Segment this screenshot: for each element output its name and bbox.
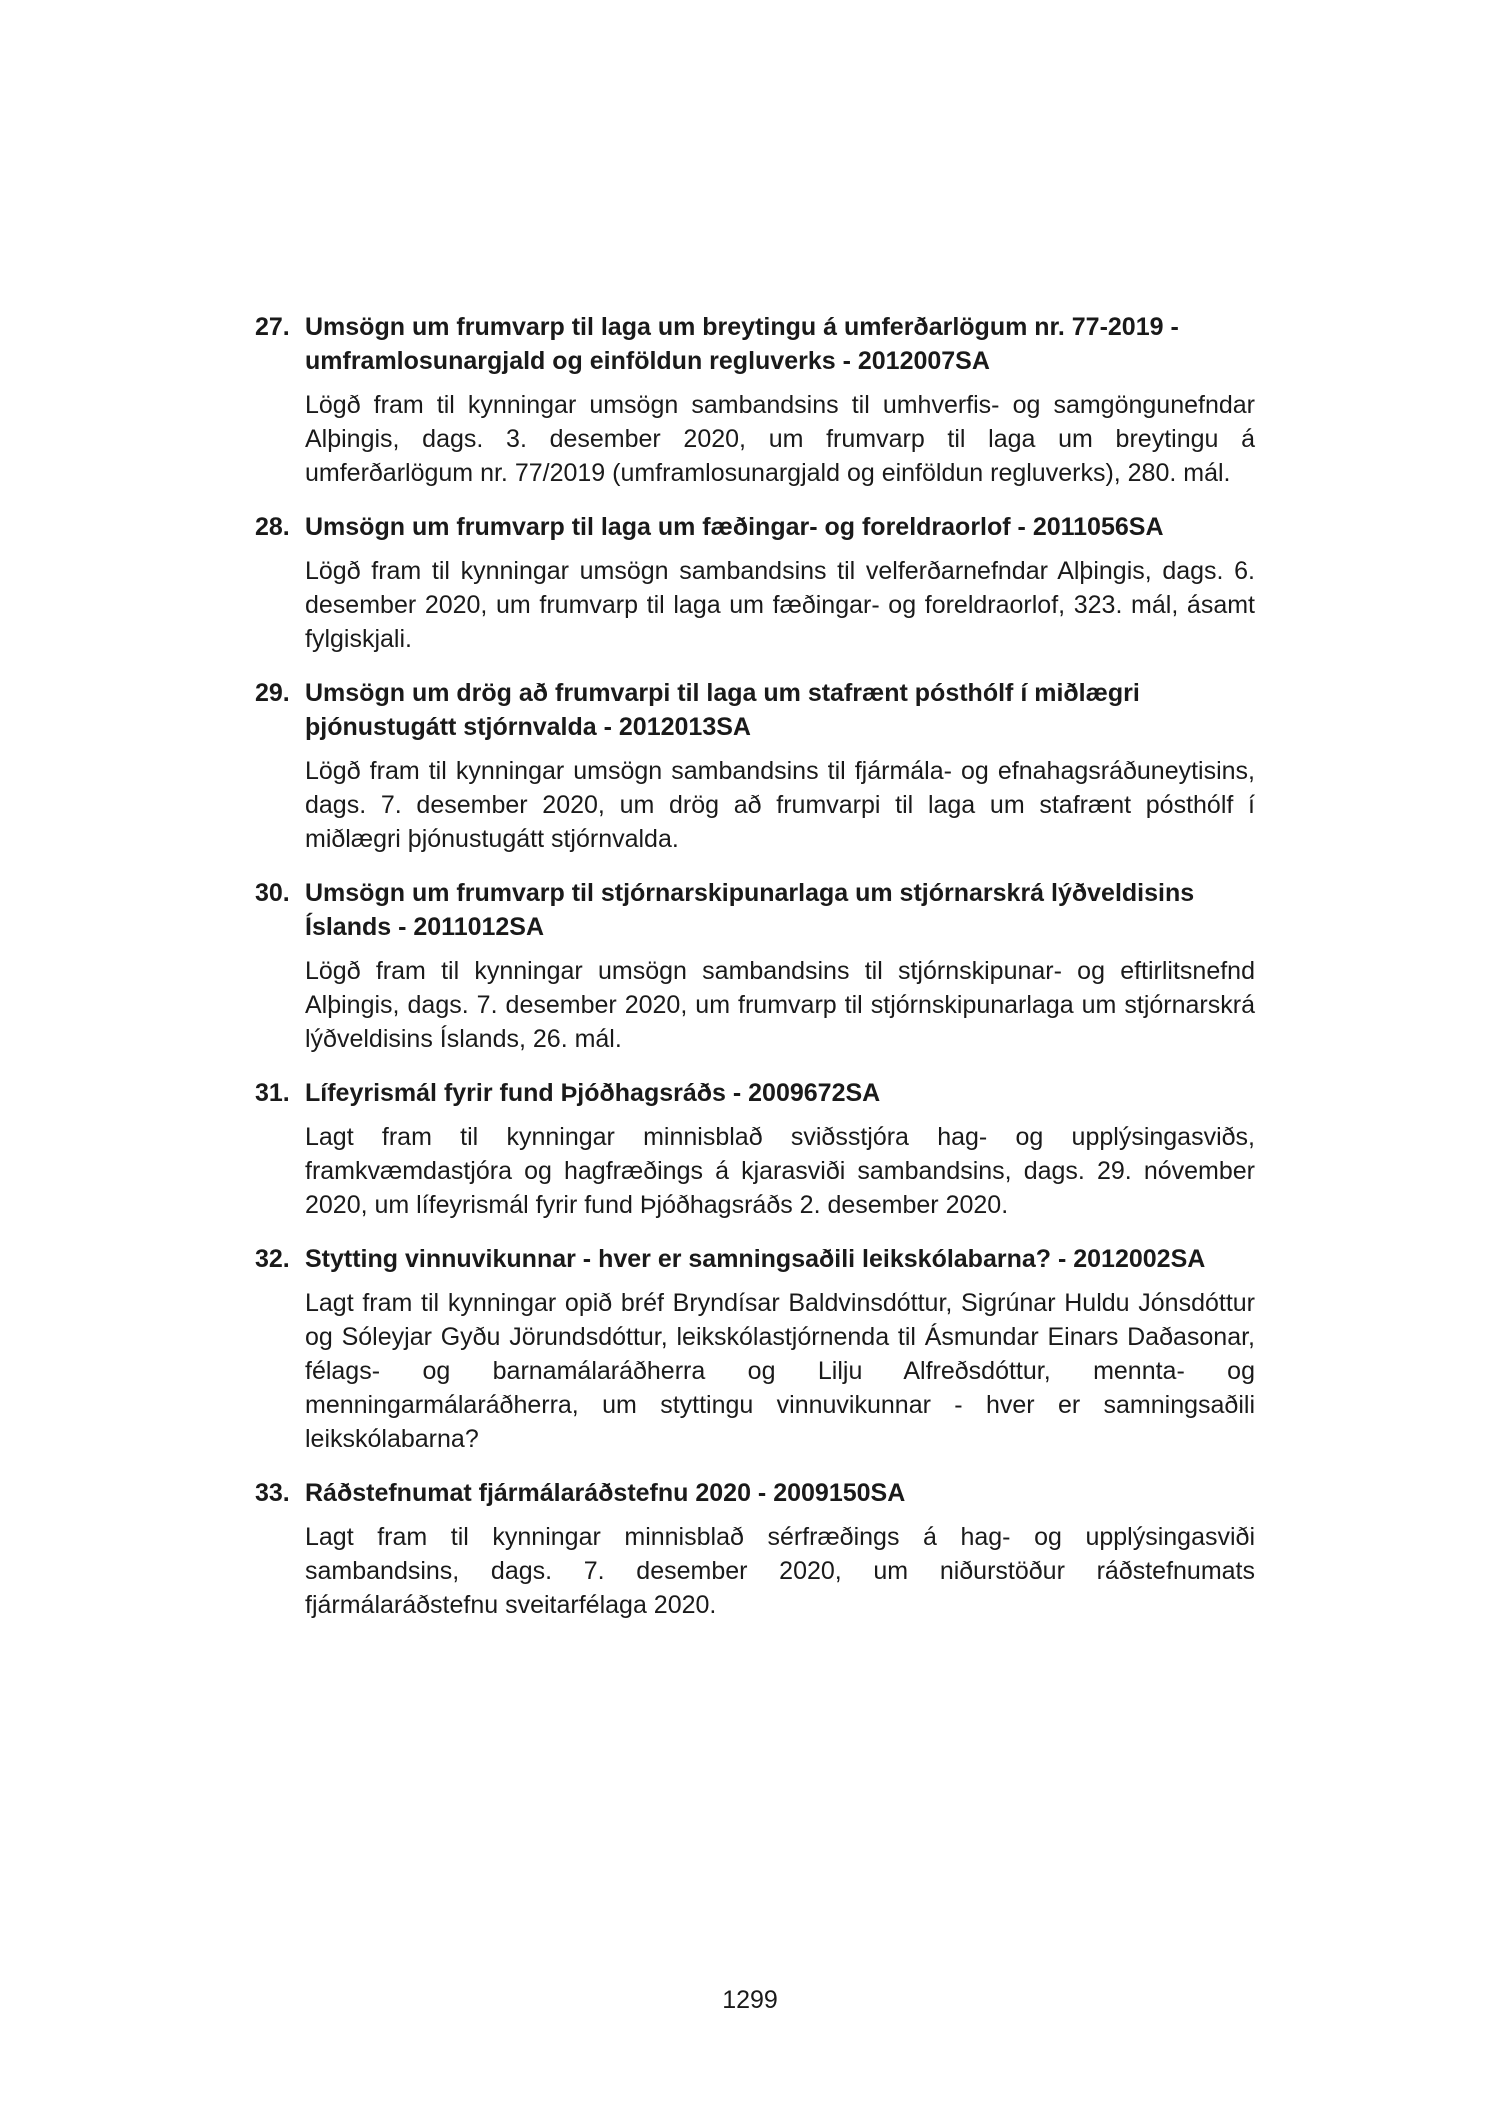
item-number: 32. <box>255 1245 290 1273</box>
agenda-item-28 <box>255 510 1255 656</box>
item-body: Lögð fram til kynningar umsögn sambandsins til umhverfis- og samgöngunefndar Alþingis, dags. 3. desember 2020, um frumvarp til laga um breytingu á umferðarlögum nr. 77/2019 (umframlosunargjald og einföldun regluverks), 280. mál. <box>305 391 1255 487</box>
agenda-item-33 <box>255 1476 1255 1622</box>
item-title: Umsögn um frumvarp til stjórnarskipunarlaga um stjórnarskrá lýðveldisins Íslands - 2011012SA <box>305 879 1195 941</box>
item-body: Lagt fram til kynningar minnisblað sviðsstjóra hag- og upplýsingasviðs, framkvæmdastjóra og hagfræðings á kjarasviði sambandsins, dags. 29. nóvember 2020, um lífeyrismál fyrir fund Þjóðhagsráðs 2. desember 2020. <box>305 1123 1255 1219</box>
item-number: 29. <box>255 679 290 707</box>
agenda-item-29 <box>255 676 1255 856</box>
agenda-item-31 <box>255 1076 1255 1222</box>
agenda-item-32 <box>255 1242 1255 1456</box>
item-body: Lögð fram til kynningar umsögn sambandsins til velferðarnefndar Alþingis, dags. 6. desember 2020, um frumvarp til laga um fæðingar- og foreldraorlof, 323. mál, ásamt fylgiskjali. <box>305 557 1255 653</box>
agenda-items <box>255 310 1255 1642</box>
item-title: Umsögn um frumvarp til laga um fæðingar- og foreldraorlof - 2011056SA <box>305 513 1164 541</box>
item-number: 31. <box>255 1079 290 1107</box>
item-number: 30. <box>255 879 290 907</box>
item-body: Lögð fram til kynningar umsögn sambandsins til stjórnskipunar- og eftirlitsnefnd Alþingis, dags. 7. desember 2020, um frumvarp til stjórnskipunarlaga um stjórnarskrá lýðveldisins Íslands, 26. mál. <box>305 957 1255 1053</box>
item-body: Lögð fram til kynningar umsögn sambandsins til fjármála- og efnahagsráðuneytisins, dags. 7. desember 2020, um drög að frumvarpi til laga um stafrænt pósthólf í miðlægri þjónustugátt stjórnvalda. <box>305 757 1255 853</box>
item-title: Umsögn um frumvarp til laga um breytingu á umferðarlögum nr. 77-2019 - umframlosunargjald og einföldun regluverks - 2012007SA <box>305 313 1179 375</box>
item-number: 33. <box>255 1479 290 1507</box>
agenda-item-30 <box>255 876 1255 1056</box>
page-number: 1299 <box>722 1986 778 2014</box>
item-body: Lagt fram til kynningar minnisblað sérfræðings á hag- og upplýsingasviði sambandsins, dags. 7. desember 2020, um niðurstöður ráðstefnumats fjármálaráðstefnu sveitarfélaga 2020. <box>305 1523 1255 1619</box>
item-number: 27. <box>255 313 290 341</box>
agenda-item-27 <box>255 310 1255 490</box>
item-number: 28. <box>255 513 290 541</box>
item-body: Lagt fram til kynningar opið bréf Bryndísar Baldvinsdóttur, Sigrúnar Huldu Jónsdóttur og Sóleyjar Gyðu Jörundsdóttur, leikskólastjórnenda til Ásmundar Einars Daðasonar, félags- og barnamálaráðherra og Lilju Alfreðsdóttur, mennta- og menningarmálaráðherra, um styttingu vinnuvikunnar - hver er samningsaðili leikskólabarna? <box>305 1289 1255 1453</box>
item-title: Lífeyrismál fyrir fund Þjóðhagsráðs - 2009672SA <box>305 1079 881 1107</box>
item-title: Stytting vinnuvikunnar - hver er samningsaðili leikskólabarna? - 2012002SA <box>305 1245 1206 1273</box>
item-title: Ráðstefnumat fjármálaráðstefnu 2020 - 2009150SA <box>305 1479 906 1507</box>
item-title: Umsögn um drög að frumvarpi til laga um stafrænt pósthólf í miðlægri þjónustugátt stjórnvalda - 2012013SA <box>305 679 1140 741</box>
